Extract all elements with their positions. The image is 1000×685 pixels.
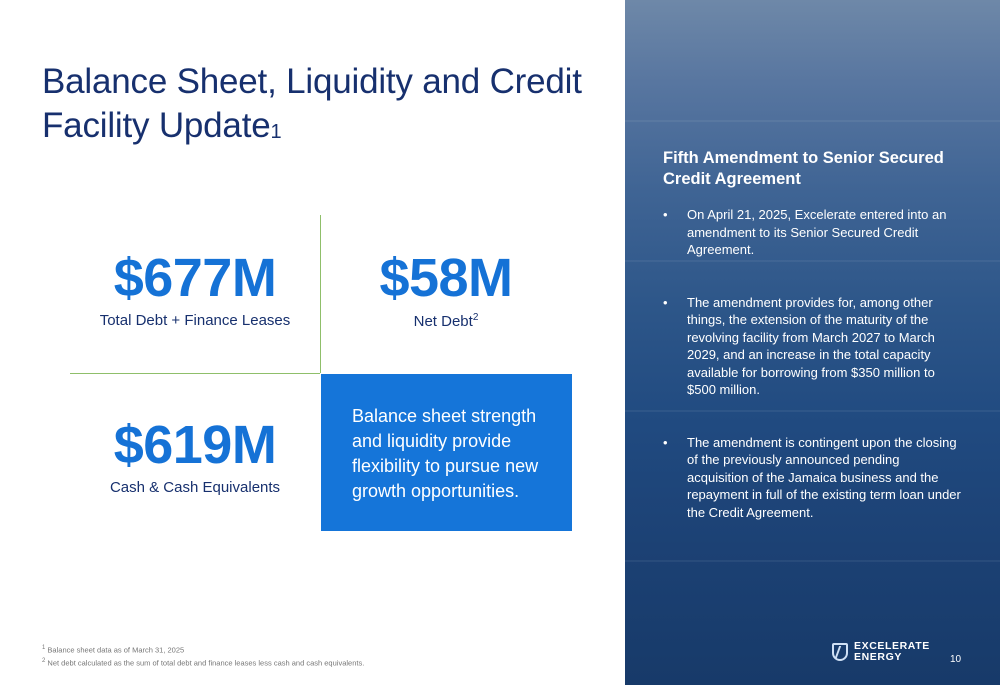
footnote-2: $^2$ Net debt calculated as the sum of total debt and finance leases less cash and cash equivalents. [42,657,365,667]
panel-title: Fifth Amendment to Senior Secured Credit Agreement [663,149,944,188]
company-logo [832,641,930,663]
metric-net-debt [321,248,571,330]
page-title: Balance Sheet, Liquidity and Credit Facility Update$^1$ [42,62,582,145]
metric-label: Net Debt$^2$ [413,312,479,330]
bullet-item: • The amendment provides for, among other things, the extension of the maturity of the revolving facility from March 2027 to March 2029, and an increase in the total capacity available for borrowing from $350 million to $500 million. [663,294,963,399]
bullet-item: • The amendment is contingent upon the closing of the previously announced pending acquisition of the Jamaica business and the repayment in full of the existing term loan under the Credit Agreement. [663,434,963,522]
callout-box: Balance sheet strength and liquidity provide flexibility to pursue new growth opportunities. [321,374,572,531]
metric-value: $58M [379,248,513,308]
logo-text: EXCELERATE ENERGY [854,640,930,663]
excelerate-logo-icon [832,643,848,661]
footnote-1: $^1$ Balance sheet data as of March 31, 2025 [42,645,185,655]
metric-value: $677M [113,248,277,308]
bullet-item: • On April 21, 2025, Excelerate entered into an amendment to its Senior Secured Credit Agreement. [663,206,963,259]
sidebar-panel [625,0,1000,685]
water-texture [625,120,1000,122]
horizontal-divider [70,373,320,374]
panel-bullet-list [663,206,963,556]
net-debt-footnote-marker: 2 [472,312,479,323]
metric-total-debt [70,248,320,329]
page-number: 10 [950,654,962,665]
metric-label: Cash & Cash Equivalents [109,479,281,496]
metric-cash [70,415,320,496]
footnotes [42,643,364,668]
title-footnote-marker: 1 [270,121,282,143]
metric-value: $619M [113,415,277,475]
metric-label: Total Debt + Finance Leases [99,312,291,329]
water-texture [625,560,1000,562]
